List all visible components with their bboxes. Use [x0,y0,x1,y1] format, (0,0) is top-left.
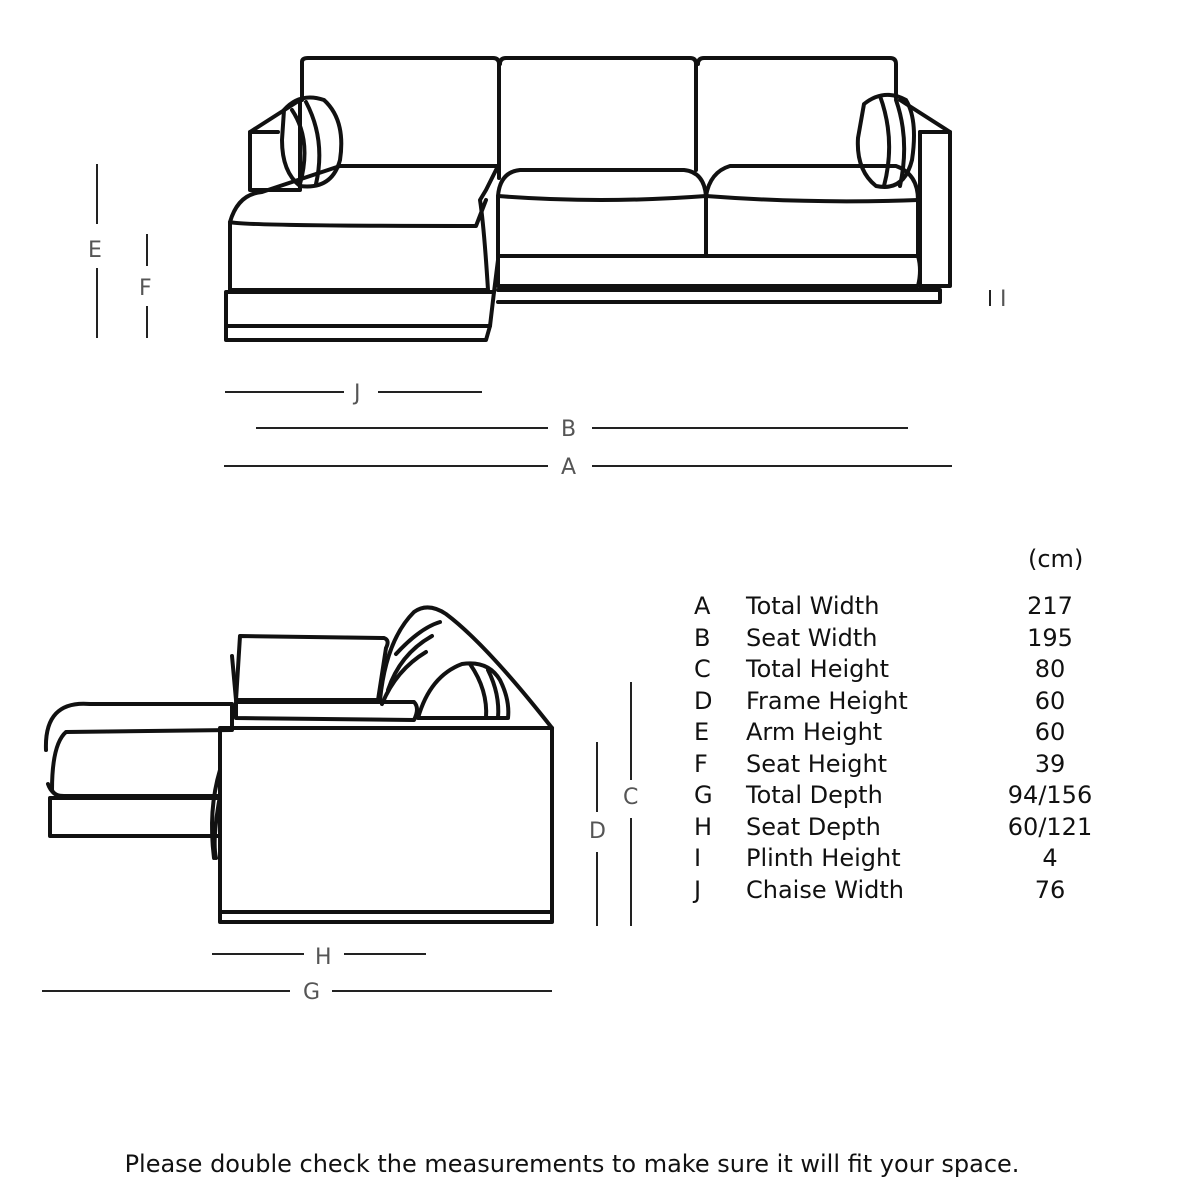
label-e: E [88,238,102,263]
table-row [690,781,1110,811]
sofa-side-view [46,607,552,922]
dimension-value: 195 [1027,624,1073,652]
label-d: D [589,819,606,844]
dimension-value: 76 [1034,876,1066,904]
dimension-code: H [694,813,713,841]
dimension-code: B [694,624,711,652]
dimension-code: J [694,876,702,904]
label-a: A [561,455,577,480]
table-row [690,687,1110,717]
table-row [690,876,1110,906]
label-g: G [303,980,321,1005]
dimension-value: 60 [1034,687,1066,715]
table-row [690,655,1110,685]
unit-label: (cm) [1028,545,1084,573]
dimension-name: Seat Width [746,624,878,652]
dimension-value: 94/156 [1007,781,1093,809]
front-dimension-lines [97,164,990,466]
dimension-code: F [694,750,708,778]
label-f: F [139,276,152,301]
table-row [690,718,1110,748]
dimension-value: 217 [1027,592,1073,620]
dimension-name: Total Height [746,655,890,683]
dimension-name: Arm Height [746,718,883,746]
dimension-code: A [694,592,711,620]
dimension-value: 60/121 [1007,813,1093,841]
label-i: I [1000,287,1007,312]
dimension-name: Total Depth [746,781,883,809]
dimension-name: Seat Depth [746,813,881,841]
label-b: B [561,417,577,442]
table-row [690,750,1110,780]
dimension-value: 80 [1034,655,1066,683]
dimension-name: Frame Height [746,687,908,715]
table-row [690,624,1110,654]
table-row [690,813,1110,843]
label-j: J [354,381,361,406]
dimension-code: E [694,718,710,746]
dimension-code: D [694,687,713,715]
table-row [690,592,1110,622]
dimension-code: C [694,655,711,683]
label-h: H [315,945,332,970]
dimension-name: Seat Height [746,750,888,778]
label-c: C [623,785,639,810]
dimension-name: Total Width [746,592,880,620]
dimension-name: Plinth Height [746,844,901,872]
sofa-front-view [226,58,950,340]
table-row [690,844,1110,874]
dimension-name: Chaise Width [746,876,904,904]
dimension-value: 60 [1034,718,1066,746]
dimension-value: 39 [1034,750,1066,778]
dimension-value: 4 [1042,844,1058,872]
dimension-code: I [694,844,702,872]
dimension-code: G [694,781,713,809]
measurement-note: Please double check the measurements to make sure it will fit your space. [124,1150,1020,1178]
